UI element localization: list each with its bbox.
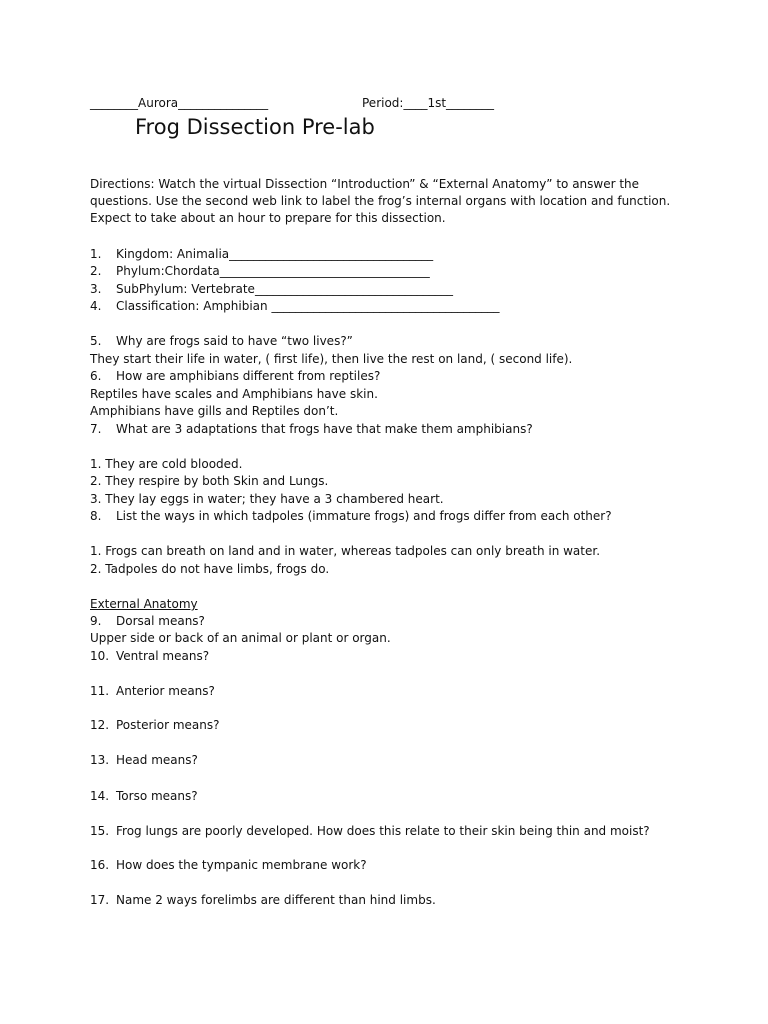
directions-line: Expect to take about an hour to prepare for this dissection. (90, 211, 446, 225)
question-number: 14. (90, 789, 110, 803)
question-number: 17. (90, 893, 110, 907)
answer: 2. They respire by both Skin and Lungs. (90, 474, 329, 488)
classification-item (90, 298, 499, 316)
question-text: Name 2 ways forelimbs are different than hind limbs. (116, 893, 436, 907)
section-heading: External Anatomy (90, 597, 198, 611)
question (90, 508, 612, 526)
question-number: 6. (90, 369, 102, 383)
directions-line: Directions: Watch the virtual Dissection “Introduction” & “External Anatomy” to answer the (90, 177, 640, 191)
directions-line: questions. Use the second web link to label the frog’s internal organs with location and function. (90, 194, 671, 208)
question-text: Anterior means? (116, 684, 215, 698)
question (90, 823, 650, 841)
answer: Upper side or back of an animal or plant or organ. (90, 631, 391, 645)
question (90, 421, 533, 439)
question-number: 16. (90, 858, 110, 872)
question-number: 8. (90, 509, 102, 523)
question-number: 13. (90, 753, 110, 767)
name-field: ________Aurora_______________ (90, 96, 269, 110)
question-text: What are 3 adaptations that frogs have that make them amphibians? (116, 422, 533, 436)
question (90, 717, 220, 735)
question (90, 892, 436, 910)
classification-item (90, 281, 453, 299)
question-text: Frog lungs are poorly developed. How does this relate to their skin being thin and moist? (116, 824, 650, 838)
item-text: Classification: Amphibian ______________________________________ (116, 299, 500, 313)
answer: Amphibians have gills and Reptiles don’t. (90, 404, 339, 418)
question-number: 15. (90, 824, 110, 838)
question-number: 11. (90, 684, 110, 698)
classification-item (90, 263, 430, 281)
question-text: Posterior means? (116, 718, 220, 732)
answer: They start their life in water, ( first life), then live the rest on land, ( second life). (90, 352, 573, 366)
period-field: Period:____1st________ (362, 96, 495, 110)
question (90, 368, 380, 386)
question-number: 5. (90, 334, 102, 348)
question (90, 613, 205, 631)
page-title: Frog Dissection Pre-lab (135, 115, 375, 139)
question-text: How does the tympanic membrane work? (116, 858, 367, 872)
item-text: Kingdom: Animalia__________________________________ (116, 247, 434, 261)
answer: 3. They lay eggs in water; they have a 3 chambered heart. (90, 492, 444, 506)
item-number: 2. (90, 264, 102, 278)
item-number: 1. (90, 247, 102, 261)
question-text: Head means? (116, 753, 198, 767)
question (90, 333, 353, 351)
question (90, 648, 209, 666)
question-text: Ventral means? (116, 649, 210, 663)
question-text: Torso means? (116, 789, 198, 803)
classification-item (90, 246, 433, 264)
question (90, 683, 215, 701)
item-text: Phylum:Chordata___________________________________ (116, 264, 430, 278)
question (90, 788, 198, 806)
answer: 2. Tadpoles do not have limbs, frogs do. (90, 562, 330, 576)
item-number: 3. (90, 282, 102, 296)
question-text: Why are frogs said to have “two lives?” (116, 334, 353, 348)
question-text: Dorsal means? (116, 614, 205, 628)
question (90, 857, 367, 875)
item-number: 4. (90, 299, 102, 313)
question-number: 10. (90, 649, 110, 663)
question-number: 9. (90, 614, 102, 628)
question (90, 752, 198, 770)
item-text: SubPhylum: Vertebrate_________________________________ (116, 282, 453, 296)
answer: Reptiles have scales and Amphibians have skin. (90, 387, 378, 401)
question-number: 12. (90, 718, 110, 732)
answer: 1. Frogs can breath on land and in water, whereas tadpoles can only breath in water. (90, 544, 601, 558)
answer: 1. They are cold blooded. (90, 457, 243, 471)
question-text: How are amphibians different from reptiles? (116, 369, 381, 383)
question-text: List the ways in which tadpoles (immature frogs) and frogs differ from each other? (116, 509, 612, 523)
question-number: 7. (90, 422, 102, 436)
